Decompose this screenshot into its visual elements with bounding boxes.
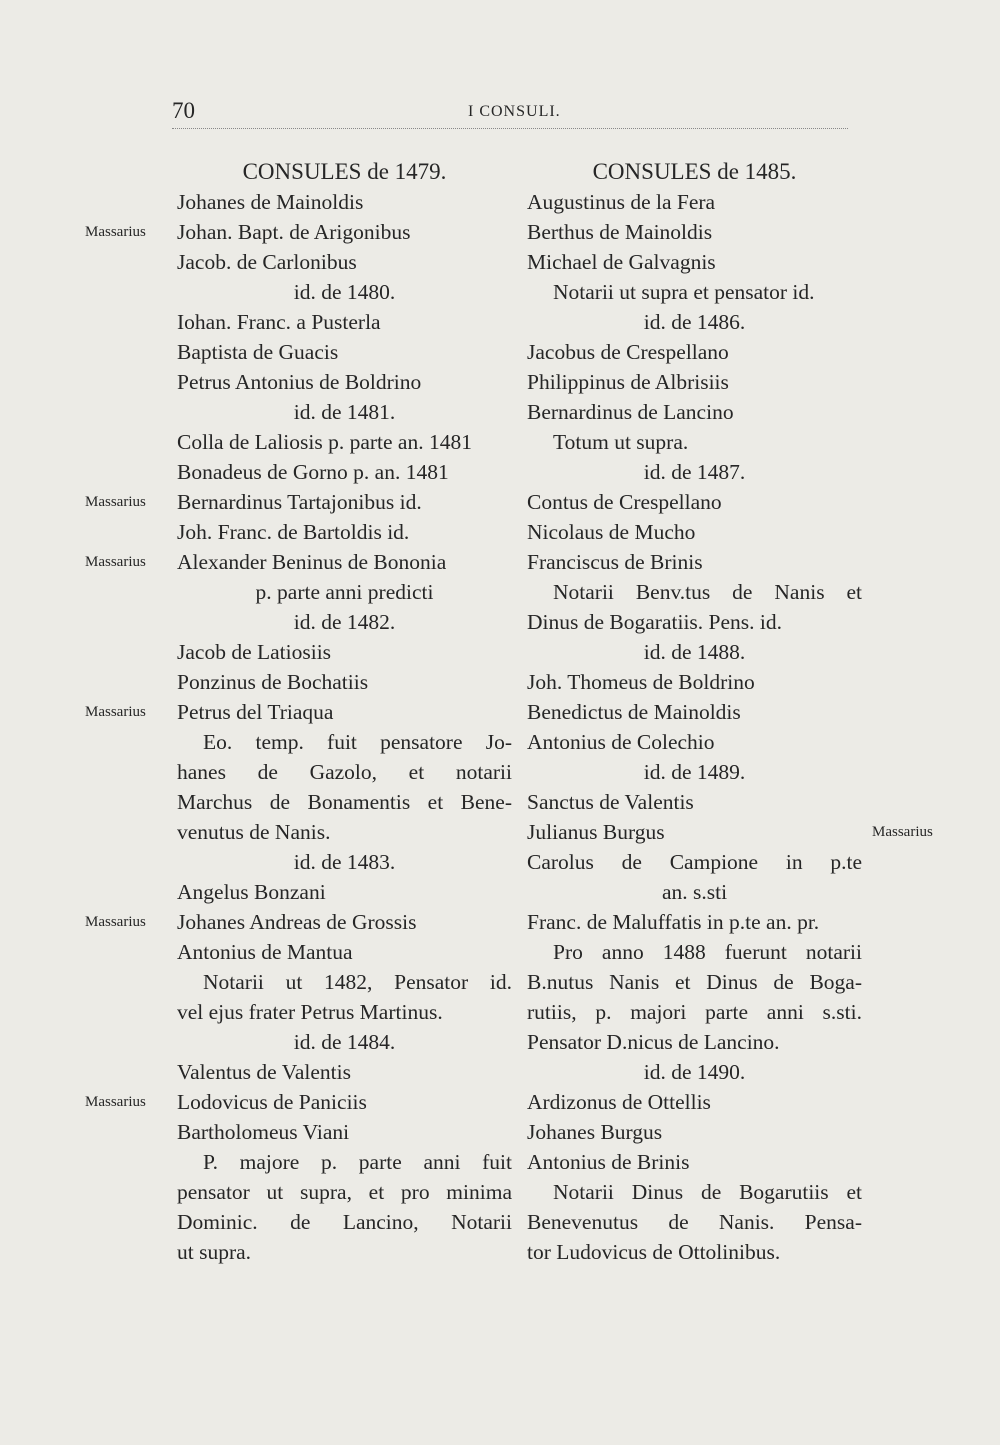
text-line xyxy=(177,1057,512,1087)
line-text: p. parte anni predicti xyxy=(255,580,434,604)
line-text: Antonius de Colechio xyxy=(527,730,715,754)
section-heading xyxy=(527,157,862,187)
line-text: Johanes Andreas de Grossis xyxy=(177,910,417,934)
text-line xyxy=(85,487,512,517)
section-heading xyxy=(177,157,512,187)
text-line xyxy=(527,1177,862,1207)
text-line xyxy=(177,1177,512,1207)
line-text: venutus de Nanis. xyxy=(177,820,331,844)
text-line xyxy=(527,517,862,547)
text-line xyxy=(177,517,512,547)
page-number: 70 xyxy=(172,98,195,123)
line-text: id. de 1490. xyxy=(643,1060,746,1084)
line-text: B.nutus Nanis et Dinus de Boga- xyxy=(527,970,862,994)
line-text: Bernardinus de Lancino xyxy=(527,400,734,424)
line-text: id. de 1480. xyxy=(293,280,396,304)
text-line xyxy=(177,397,512,427)
text-line xyxy=(177,187,512,217)
text-line xyxy=(177,337,512,367)
text-line xyxy=(177,1117,512,1147)
line-text: Philippinus de Albrisiis xyxy=(527,370,729,394)
text-line xyxy=(85,547,512,577)
text-line xyxy=(527,997,862,1027)
line-text: Joh. Thomeus de Boldrino xyxy=(527,670,755,694)
line-text: Johanes de Mainoldis xyxy=(177,190,364,214)
line-text: Franc. de Maluffatis in p.te an. pr. xyxy=(527,910,820,934)
text-line xyxy=(527,697,862,727)
line-text: rutiis, p. majori parte anni s.sti. xyxy=(527,1000,862,1024)
text-line xyxy=(527,187,862,217)
text-line xyxy=(177,817,512,847)
line-text: tor Ludovicus de Ottolinibus. xyxy=(527,1240,781,1264)
line-text: P. majore p. parte anni fuit xyxy=(203,1150,512,1174)
line-text: an. s.sti xyxy=(661,880,728,904)
text-line xyxy=(527,1027,862,1057)
text-line xyxy=(527,1117,862,1147)
text-line xyxy=(177,937,512,967)
line-text: Michael de Galvagnis xyxy=(527,250,716,274)
line-text: Angelus Bonzani xyxy=(177,880,326,904)
line-text: ut supra. xyxy=(177,1240,252,1264)
text-line xyxy=(85,217,512,247)
text-line xyxy=(527,937,862,967)
line-text: Totum ut supra. xyxy=(553,430,689,454)
left-column xyxy=(85,157,512,1267)
margin-note-massarius: Massarius xyxy=(85,914,146,930)
line-text: Pro anno 1488 fuerunt notarii xyxy=(553,940,862,964)
line-text: Ardizonus de Ottellis xyxy=(527,1090,711,1114)
text-line xyxy=(177,247,512,277)
text-line xyxy=(527,907,862,937)
margin-note-massarius: Massarius xyxy=(85,704,146,720)
text-line xyxy=(527,427,862,457)
line-text: id. de 1483. xyxy=(293,850,396,874)
text-line xyxy=(177,727,512,757)
margin-note-massarius: Massarius xyxy=(85,494,146,510)
text-line xyxy=(527,1147,862,1177)
line-text: Benedictus de Mainoldis xyxy=(527,700,741,724)
text-line xyxy=(527,877,862,907)
text-line xyxy=(177,667,512,697)
line-text: Notarii Benv.tus de Nanis et xyxy=(553,580,862,604)
text-line xyxy=(527,1237,862,1267)
margin-note-massarius: Massarius xyxy=(85,224,146,240)
text-line xyxy=(177,1027,512,1057)
line-text: id. de 1489. xyxy=(643,760,746,784)
line-text: hanes de Gazolo, et notarii xyxy=(177,760,512,784)
line-text: id. de 1482. xyxy=(293,610,396,634)
text-line xyxy=(527,547,862,577)
text-line xyxy=(527,817,933,847)
text-line xyxy=(177,967,512,997)
line-text: Joh. Franc. de Bartoldis id. xyxy=(177,520,410,544)
text-line xyxy=(527,367,862,397)
line-text: Notarii ut supra et pensator id. xyxy=(553,280,815,304)
text-line xyxy=(527,397,862,427)
line-text: Benevenutus de Nanis. Pensa- xyxy=(527,1210,862,1234)
text-line xyxy=(177,637,512,667)
line-text: Notarii Dinus de Bogarutiis et xyxy=(553,1180,862,1204)
line-text: Contus de Crespellano xyxy=(527,490,722,514)
line-text: Pensator D.nicus de Lancino. xyxy=(527,1030,780,1054)
line-text: Marchus de Bonamentis et Bene- xyxy=(177,790,512,814)
text-line xyxy=(177,847,512,877)
text-line xyxy=(177,367,512,397)
line-text: Iohan. Franc. a Pusterla xyxy=(177,310,381,334)
text-line xyxy=(527,967,862,997)
text-line xyxy=(527,757,862,787)
line-text: Jacobus de Crespellano xyxy=(527,340,729,364)
line-text: CONSULES de 1485. xyxy=(592,159,797,184)
text-line xyxy=(527,1087,862,1117)
text-line xyxy=(177,997,512,1027)
line-text: Sanctus de Valentis xyxy=(527,790,694,814)
text-line xyxy=(85,1087,512,1117)
line-text: Antonius de Brinis xyxy=(527,1150,690,1174)
line-text: Bonadeus de Gorno p. an. 1481 xyxy=(177,460,449,484)
text-line xyxy=(177,757,512,787)
line-text: Johan. Bapt. de Arigonibus xyxy=(177,220,411,244)
line-text: Nicolaus de Mucho xyxy=(527,520,696,544)
text-line xyxy=(527,1207,862,1237)
text-line xyxy=(177,1147,512,1177)
line-text: Franciscus de Brinis xyxy=(527,550,703,574)
text-line xyxy=(527,787,862,817)
line-text: Bartholomeus Viani xyxy=(177,1120,350,1144)
text-line xyxy=(177,577,512,607)
line-text: Petrus Antonius de Boldrino xyxy=(177,370,422,394)
line-text: Augustinus de la Fera xyxy=(527,190,716,214)
header-divider xyxy=(172,128,848,129)
line-text: id. de 1487. xyxy=(643,460,746,484)
text-line xyxy=(177,877,512,907)
line-text: id. de 1481. xyxy=(293,400,396,424)
line-text: Bernardinus Tartajonibus id. xyxy=(177,490,422,514)
text-line xyxy=(527,457,862,487)
margin-note-massarius: Massarius xyxy=(872,824,933,840)
text-line xyxy=(527,487,862,517)
text-line xyxy=(527,277,862,307)
text-line xyxy=(527,637,862,667)
text-line xyxy=(527,667,862,697)
line-text: Baptista de Guacis xyxy=(177,340,339,364)
text-line xyxy=(177,607,512,637)
line-text: Johanes Burgus xyxy=(527,1120,663,1144)
line-text: Eo. temp. fuit pensatore Jo- xyxy=(203,730,512,754)
line-text: vel ejus frater Petrus Martinus. xyxy=(177,1000,443,1024)
text-line xyxy=(527,727,862,757)
text-line xyxy=(527,337,862,367)
text-line xyxy=(177,307,512,337)
text-line xyxy=(527,607,862,637)
line-text: Lodovicus de Paniciis xyxy=(177,1090,367,1114)
line-text: id. de 1488. xyxy=(643,640,746,664)
line-text: Dinus de Bogaratiis. Pens. id. xyxy=(527,610,782,634)
line-text: Berthus de Mainoldis xyxy=(527,220,713,244)
text-line xyxy=(527,1057,862,1087)
text-line xyxy=(177,277,512,307)
text-line xyxy=(177,1207,512,1237)
text-line xyxy=(527,847,862,877)
line-text: Jacob de Latiosiis xyxy=(177,640,332,664)
line-text: Alexander Beninus de Bononia xyxy=(177,550,447,574)
right-column xyxy=(527,157,933,1267)
line-text: Notarii ut 1482, Pensator id. xyxy=(203,970,512,994)
text-line xyxy=(527,247,862,277)
line-text: Julianus Burgus xyxy=(527,820,665,844)
text-line xyxy=(527,577,862,607)
text-line xyxy=(527,217,862,247)
text-line xyxy=(177,457,512,487)
text-line xyxy=(177,427,512,457)
line-text: Dominic. de Lancino, Notarii xyxy=(177,1210,512,1234)
line-text: Petrus del Triaqua xyxy=(177,700,334,724)
running-title: I CONSULI. xyxy=(468,103,561,120)
line-text: id. de 1486. xyxy=(643,310,746,334)
page-header xyxy=(172,98,852,128)
line-text: Colla de Laliosis p. parte an. 1481 xyxy=(177,430,472,454)
margin-note-massarius: Massarius xyxy=(85,554,146,570)
line-text: Antonius de Mantua xyxy=(177,940,353,964)
line-text: pensator ut supra, et pro minima xyxy=(177,1180,512,1204)
text-line xyxy=(177,787,512,817)
line-text: CONSULES de 1479. xyxy=(242,159,447,184)
line-text: Jacob. de Carlonibus xyxy=(177,250,357,274)
line-text: Ponzinus de Bochatiis xyxy=(177,670,369,694)
text-line xyxy=(527,307,862,337)
line-text: id. de 1484. xyxy=(293,1030,396,1054)
line-text: Carolus de Campione in p.te xyxy=(527,850,862,874)
text-line xyxy=(177,1237,512,1267)
margin-note-massarius: Massarius xyxy=(85,1094,146,1110)
text-line xyxy=(85,697,512,727)
line-text: Valentus de Valentis xyxy=(177,1060,351,1084)
text-line xyxy=(85,907,512,937)
